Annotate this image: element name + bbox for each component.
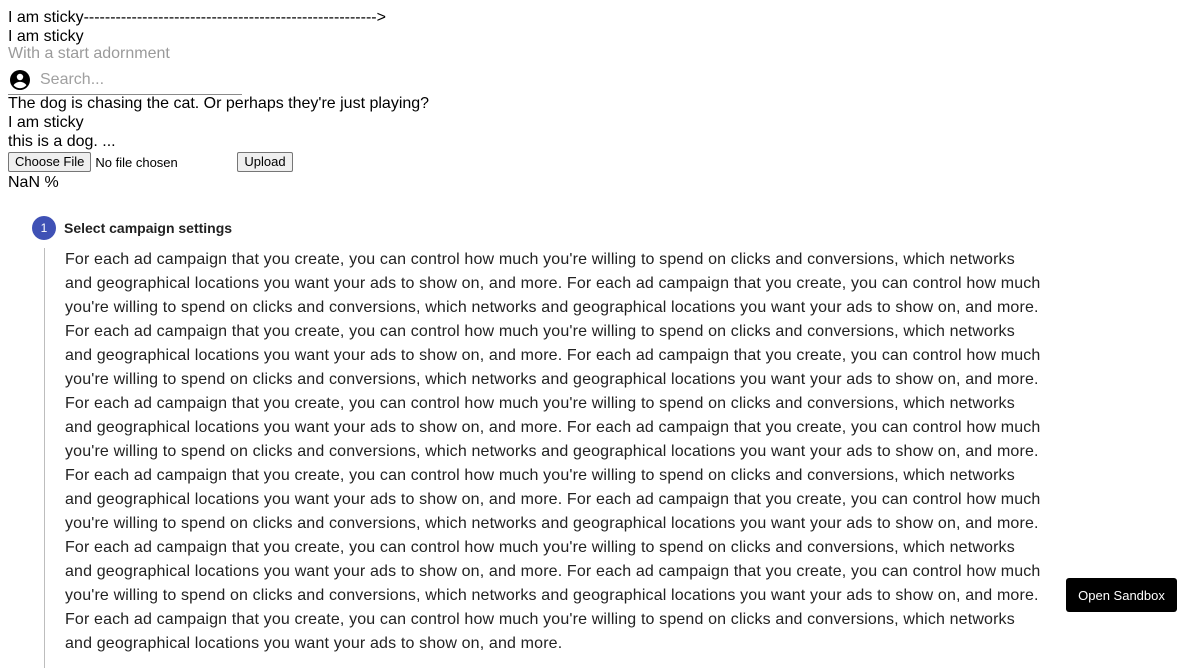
account-circle-icon — [8, 68, 32, 92]
sticky-text-2: I am sticky — [8, 114, 84, 131]
vertical-stepper — [32, 216, 1041, 652]
step-header[interactable] — [32, 216, 232, 240]
sticky-text-arrow: I am sticky-------------------------------------------------------> — [8, 9, 386, 26]
adornment-label: With a start adornment — [8, 45, 170, 62]
step-connector — [44, 248, 45, 668]
step-number: 1 — [32, 216, 56, 240]
open-sandbox-button[interactable]: Open Sandbox — [1066, 578, 1177, 612]
step-content: For each ad campaign that you create, you can control how much you're willing to spend on clicks and conversions, which networks and geographical locations you want your ads to show on, and more. For each ad campaign that you create, you can control how much you're willing to spend on clicks and conversions, which networks and geographical locations you want your ads to show on, and more. For each ad campaign that you create, you can control how much you're willing to spend on clicks and conversions, which networks and geographical locations you want your ads to show on, and more. For each ad campaign that you create, you can control how much you're willing to spend on clicks and conversions, which networks and geographical locations you want your ads to show on, and more. For each ad campaign that you create, you can control how much you're willing to spend on clicks and conversions, which networks and geographical locations you want your ads to show on, and more. For each ad campaign that you create, you can control how much you're willing to spend on clicks and conversions, which networks and geographical locations you want your ads to show on, and more. For each ad campaign that you create, you can control how much you're willing to spend on clicks and conversions, which networks and geographical locations you want your ads to show on, and more. For each ad campaign that you create, you can control how much you're willing to spend on clicks and conversions, which networks and geographical locations you want your ads to show on, and more. For each ad campaign that you create, you can control how much you're willing to spend on clicks and conversions, which networks and geographical locations you want your ads to show on, and more. For each ad campaign that you create, you can control how much you're willing to spend on clicks and conversions, which networks and geographical locations you want your ads to show on, and more. For each ad campaign that you create, you can control how much you're willing to spend on clicks and conversions, which networks and geographical locations you want your ads to show on, and more. — [65, 251, 1041, 652]
dog-cat-text: The dog is chasing the cat. Or perhaps they're just playing? — [8, 95, 430, 112]
search-input[interactable] — [40, 71, 240, 89]
choose-file-button[interactable]: Choose File — [8, 152, 91, 172]
file-upload-row — [8, 151, 293, 173]
dog-description: this is a dog. ... — [8, 133, 116, 150]
file-status: No file chosen — [95, 154, 178, 170]
progress-text: NaN % — [8, 174, 59, 191]
upload-button[interactable]: Upload — [237, 152, 292, 172]
search-field — [8, 65, 242, 95]
sticky-text: I am sticky — [8, 28, 84, 45]
step-label: Select campaign settings — [64, 220, 233, 236]
